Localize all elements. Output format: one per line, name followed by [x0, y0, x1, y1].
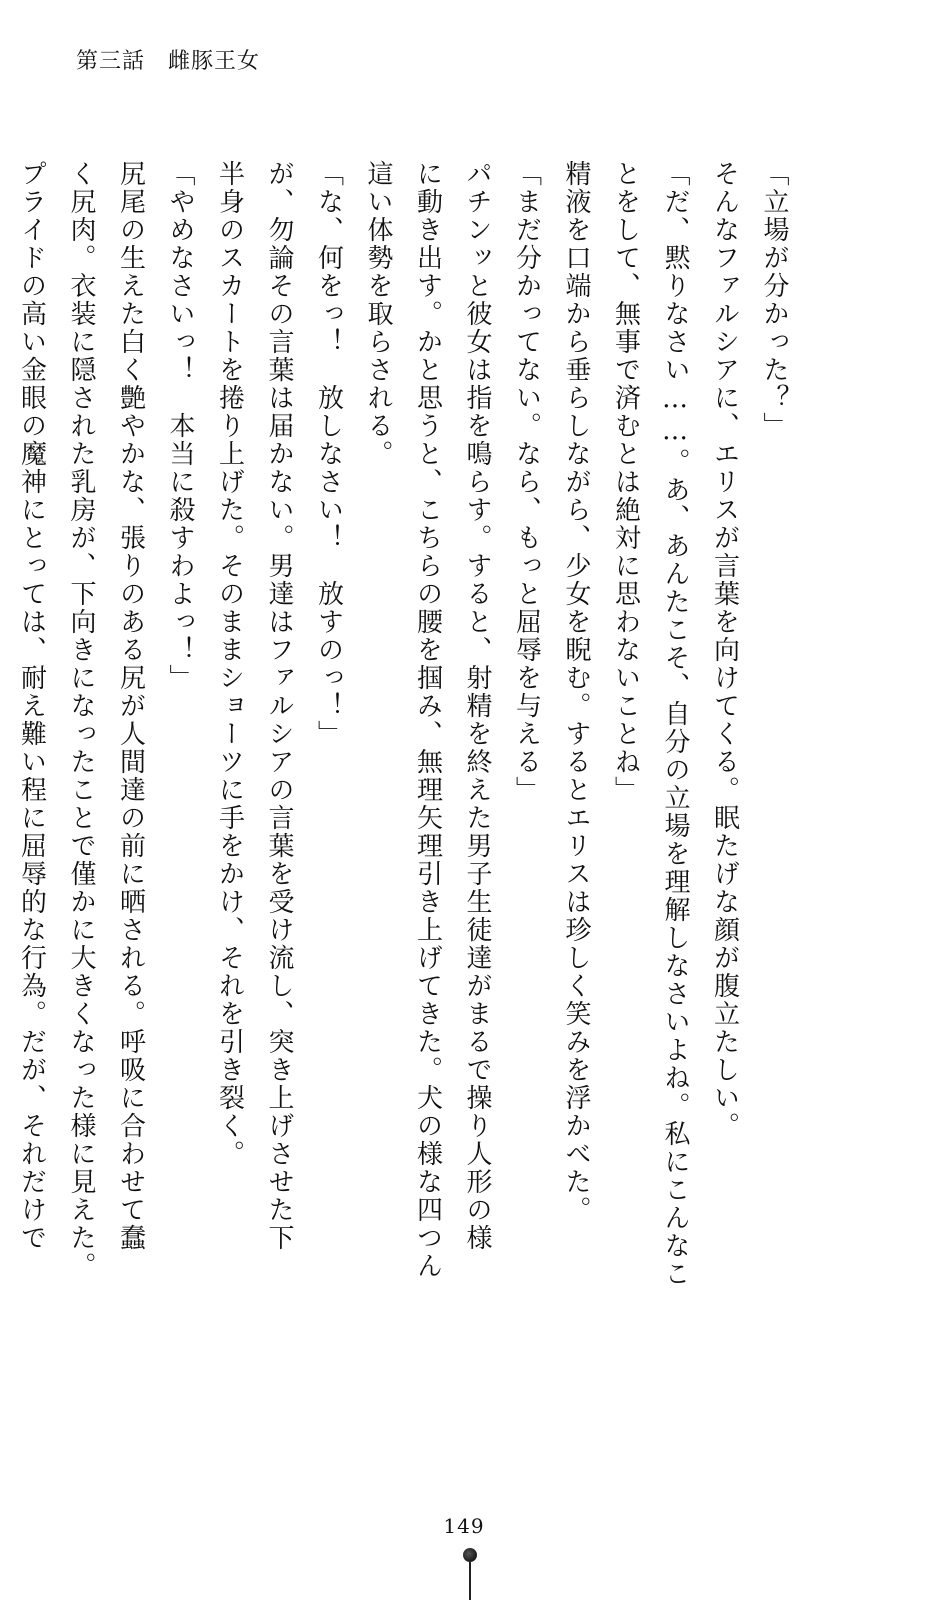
chapter-title: 第三話 雌豚王女 — [76, 49, 261, 74]
text-line: 精液を口端から垂らしながら、少女を睨む。するとエリスは珍しく笑みを浮かべた。 — [561, 160, 591, 1224]
text-line: 「立場が分かった？」 — [759, 160, 789, 440]
text-line: そんなファルシアに、エリスが言葉を向けてくる。眠たげな顔が腹立たしい。 — [709, 160, 740, 1140]
page-number: 149 — [443, 1514, 485, 1538]
text-line: 「だ、黙りなさい……。あ、あんたこそ、自分の立場を理解しなさいよね。私にこんなこ — [660, 160, 690, 1288]
text-line: に動き出す。かと思うと、こちらの腰を掴み、無理矢理引き上げてきた。犬の様な四つん — [412, 160, 443, 1280]
text-line: く尻肉。衣装に隠された乳房が、下向きになったことで僅かに大きくなった様に見えた。 — [66, 160, 96, 1280]
text-line: 這い体勢を取らされる。 — [363, 160, 393, 468]
text-line: パチンッと彼女は指を鳴らす。すると、射精を終えた男子生徒達がまるで操り人形の様 — [462, 160, 492, 1252]
text-line: 半身のスカートを捲り上げた。そのままショーツに手をかけ、それを引き裂く。 — [214, 160, 245, 1168]
page-ornament-dot-icon — [463, 1548, 477, 1562]
text-line: プライドの高い金眼の魔神にとっては、耐え難い程に屈辱的な行為。だが、それだけで — [16, 160, 47, 1252]
text-line: 「な、何をっ！ 放しなさい！ 放すのっ！」 — [313, 160, 344, 748]
vertical-body-text — [0, 160, 798, 1290]
text-line: が、勿論その言葉は届かない。男達はファルシアの言葉を受け流し、突き上げさせた下 — [264, 160, 294, 1252]
text-line: とをして、無事で済むとは絶対に思わないことね」 — [610, 160, 641, 804]
text-line: 「まだ分かってない。なら、もっと屈辱を与える」 — [511, 160, 542, 804]
page-ornament-line — [469, 1562, 471, 1600]
text-line — [0, 160, 6, 1290]
text-line: 「やめなさいっ！ 本当に殺すわよっ！」 — [165, 160, 195, 692]
text-line: 尻尾の生えた白く艶やかな、張りのある尻が人間達の前に晒される。呼吸に合わせて蠢 — [115, 160, 146, 1252]
